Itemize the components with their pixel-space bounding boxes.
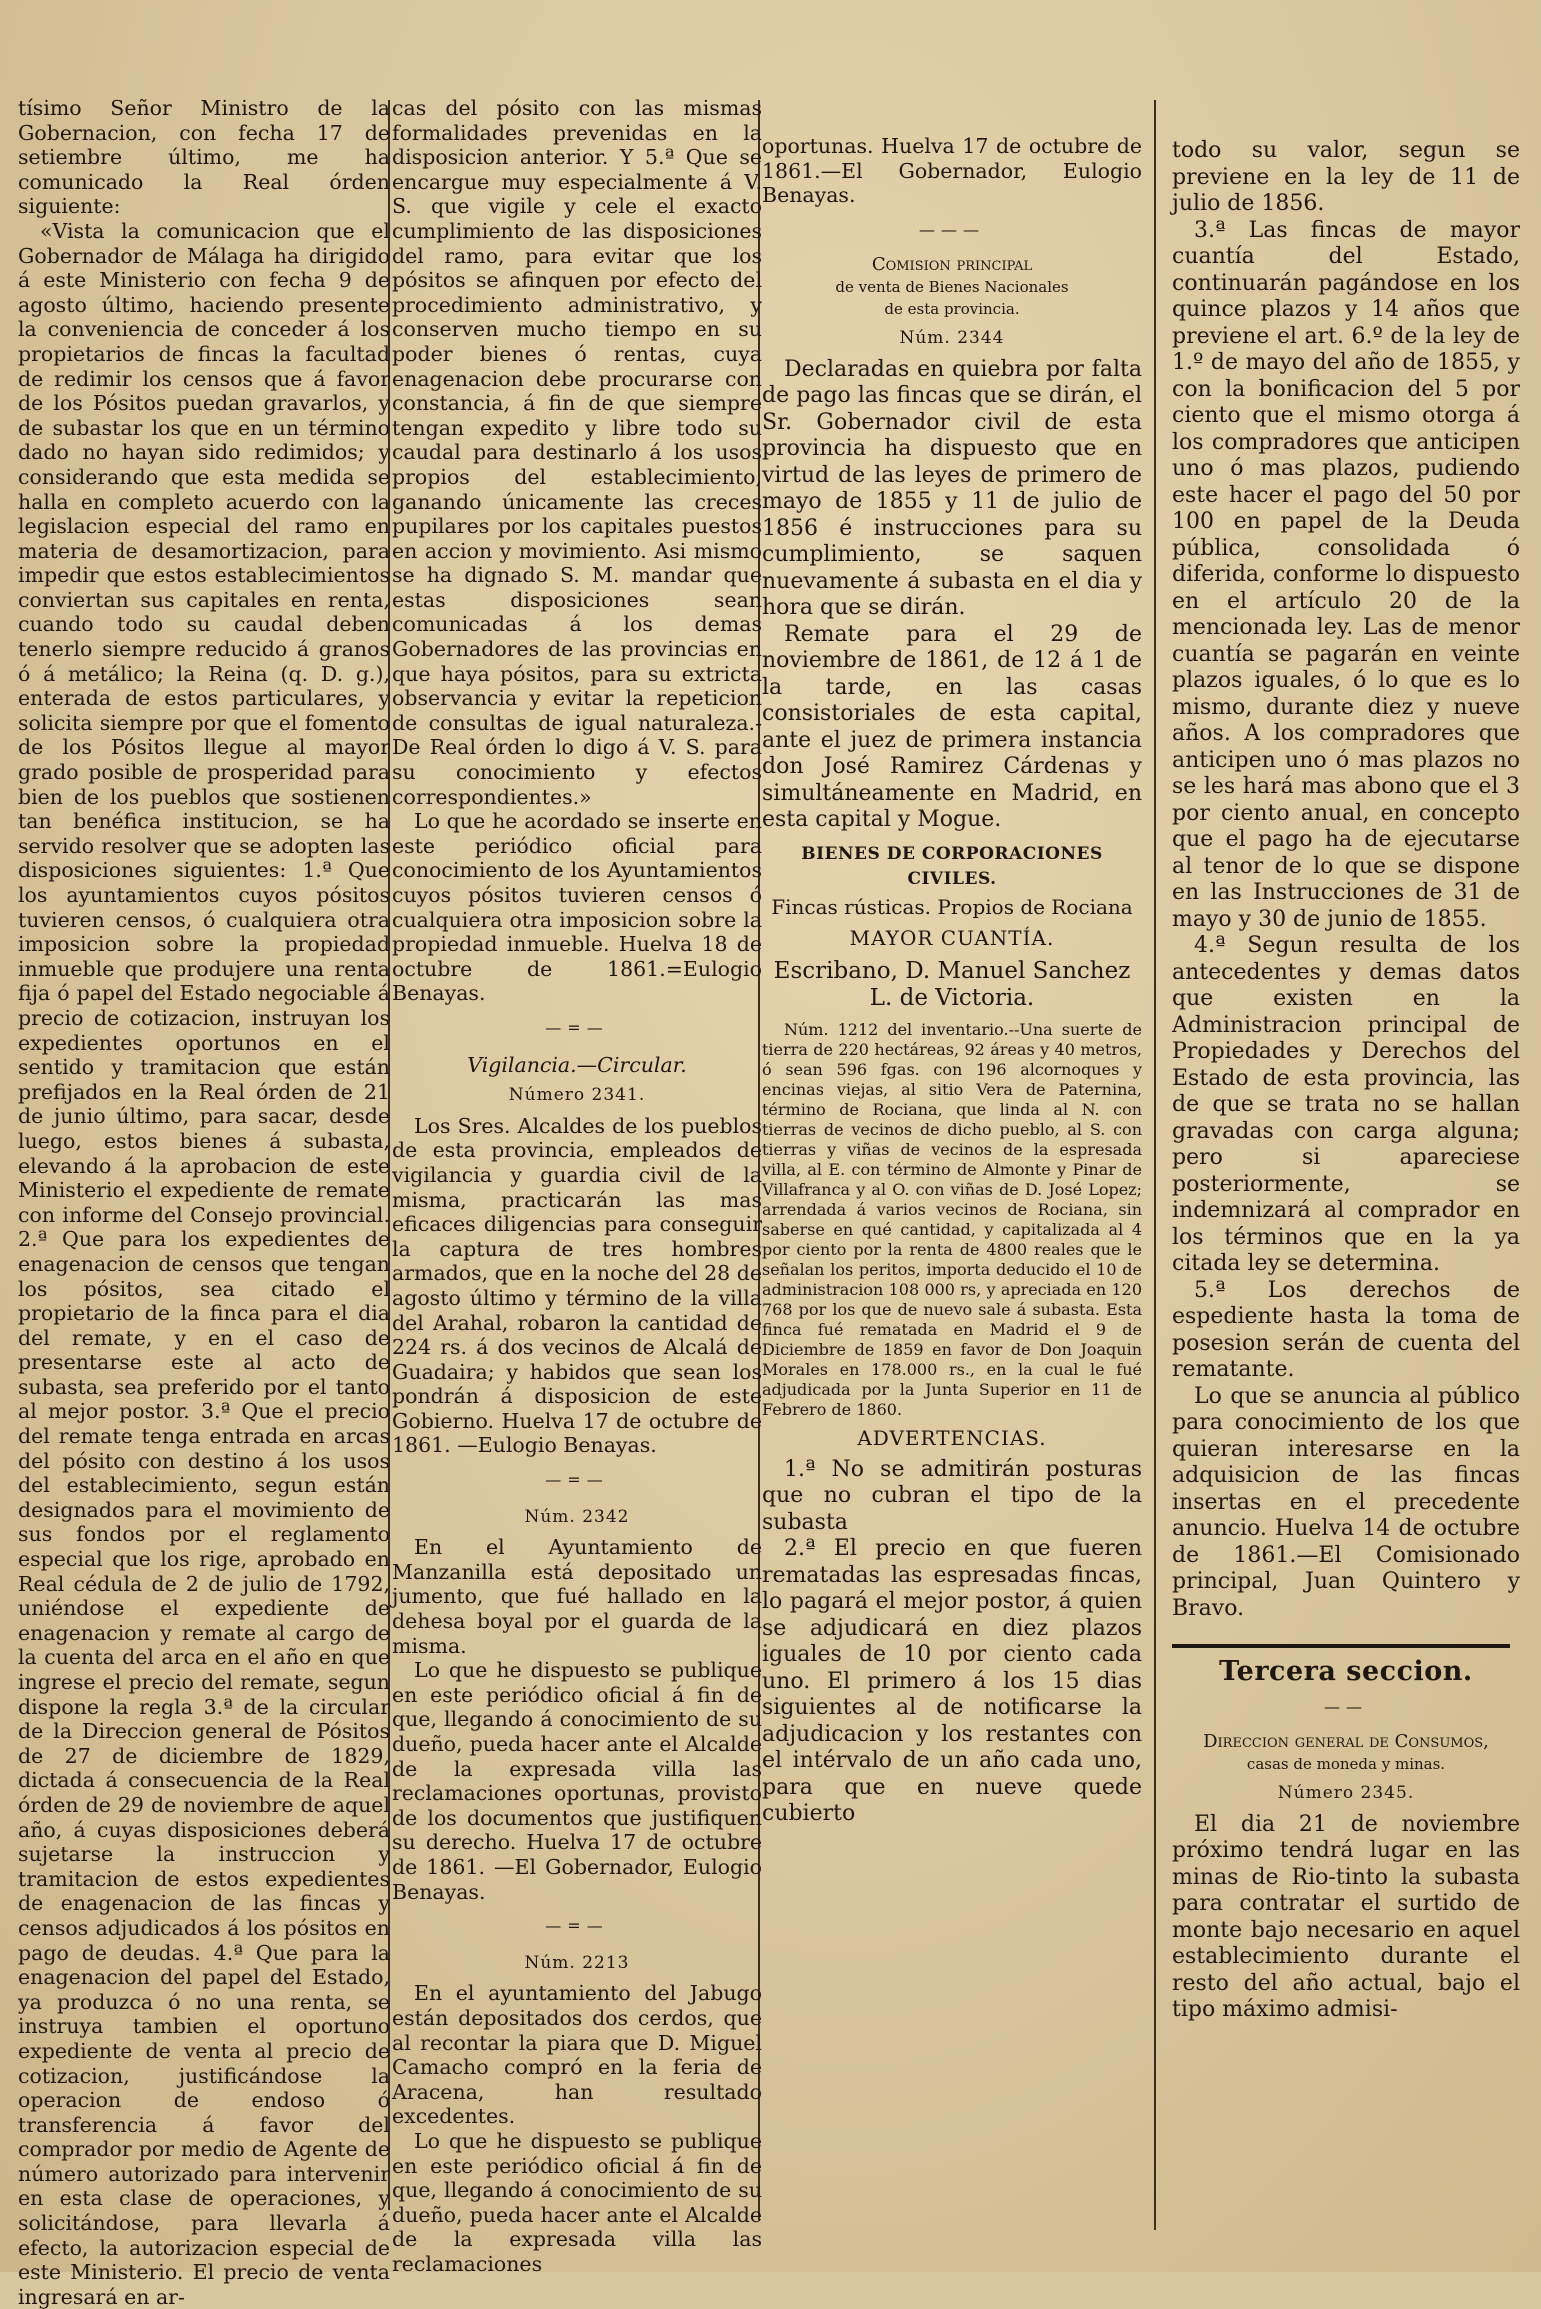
advertencia-5-paragraph: 5.ª Los derechos de espediente hasta la toma de posesion serán de cuenta del rematante. <box>1172 1277 1520 1382</box>
col3-continuation-paragraph: oportunas. Huelva 17 de octubre de 1861.—El Gobernador, Eulogio Benayas. <box>762 134 1142 208</box>
col2-publication-paragraph: Lo que he acordado se inserte en este periódico oficial para conocimiento de los Ayuntamientos cuyos pósitos tuvieren censos ó cualquiera otra imposicion sobre la propiedad inmueble. Huelva 18 de octubre de 1861.=Eulogio Benayas. <box>392 809 762 1006</box>
section-separator: —=— <box>545 1916 609 1936</box>
advertencia-2-paragraph: 2.ª El precio en que fueren rematadas las espresadas fincas, lo pagará el mejor postor, á quien se adjudicará en diez plazos iguales de 10 por ciento cada uno. El primero á los 15 dias siguientes al de notificarse la adjudicacion y los restantes con el intérvalo de un año cada uno, para que en nueve quede cubierto <box>762 1536 1142 1827</box>
comision-subtitle-1: de venta de Bienes Nacionales <box>835 278 1069 297</box>
comision-heading <box>762 254 1142 320</box>
advertencias-heading: ADVERTENCIAS. <box>857 1426 1047 1451</box>
anuncio-closing-paragraph: Lo que se anuncia al público para conocimiento de los que quieran interesarse en la adquisicion de las fincas insertas en el precedente anuncio. Huelva 14 de octubre de 1861.—El Comisionado principal, Juan Quintero y Bravo. <box>1172 1383 1520 1621</box>
col2-continuation-paragraph: cas del pósito con las mismas formalidades prevenidas en la disposicion anterior. Y 5.ª Que se encargue muy especialmente á V. S. que vigile y cele el exacto cumplimiento de las disposiciones del ramo, para evitar que los pósitos se afinquen por efecto del procedimiento administrativo, y conserven mucho tiempo en su poder bienes ó rentas, cuya enagenacion debe procurarse con constancia, á fin de que siempre tengan expedito y libre todo su caudal para destinarlo á los usos propios del establecimiento, ganando únicamente las creces pupilares por los capitales puestos en accion y movimiento. Asi mismo se ha dignado S. M. mandar que estas disposiciones sean comunicadas á los demas Gobernadores de las provincias en que haya pósitos, para su extricta observancia y evitar la repeticion de consultas de igual naturaleza.-De Real órden lo digo á V. S. para su conocimiento y efectos correspondientes.» <box>392 96 762 809</box>
column-rule-3 <box>1154 100 1156 2230</box>
column-3 <box>762 134 1142 2232</box>
section-separator: —=— <box>545 1470 609 1490</box>
col4-continuation-paragraph: todo su valor, segun se previene en la ley de 11 de julio de 1856. <box>1172 138 1520 216</box>
riotinto-paragraph: El dia 21 de noviembre próximo tendrá lugar en las minas de Rio-tinto la subasta para contratar el surtido de monte bajo necesario en aquel establecimiento durante el resto del año actual, bajo el tipo máximo admisi- <box>1172 1811 1520 2023</box>
section-separator: ——— <box>919 219 985 239</box>
direccion-subtitle: casas de moneda y minas. <box>1246 1755 1446 1774</box>
vigilancia-paragraph: Los Sres. Alcaldes de los pueblos de esta provincia, empleados de vigilancia y guardia civil de la misma, practicarán las mas eficaces diligencias para conseguir la captura de tres hombres armados, que en la noche del 28 de agosto último y término de la villa del Arahal, robaron la cantidad de 224 rs. á dos vecinos de Alcalá de Guadaira; y habidos que sean los pondrán á disposicion de este Gobierno. Huelva 17 de octubre de 1861. —Eulogio Benayas. <box>392 1113 762 1458</box>
section-separator: —— <box>1324 1696 1368 1716</box>
comision-title: Comision principal <box>871 254 1033 276</box>
direccion-title: Direccion general de Consumos, <box>1203 1731 1489 1753</box>
advertencia-1-paragraph: 1.ª No se admitirán posturas que no cubran el tipo de la subasta <box>762 1456 1142 1535</box>
section-separator: —=— <box>545 1017 609 1037</box>
manzanilla-paragraph: En el Ayuntamiento de Manzanilla está depositado un jumento, que fué hallado en la dehesa boyal por el guarda de la misma. <box>392 1535 762 1658</box>
direccion-heading <box>1172 1731 1520 1775</box>
column-2 <box>392 96 762 2276</box>
remate-paragraph: Remate para el 29 de noviembre de 1861, de 12 á 1 de la tarde, en las casas consistoriales de esta capital, ante el juez de primera instancia don José Ramirez Cárdenas y simultáneamente en Madrid, en esta capital y Mogue. <box>762 621 1142 833</box>
escribano-heading: Escribano, D. Manuel Sanchez L. de Victoria. <box>773 958 1131 1012</box>
column-4 <box>1172 138 1520 2232</box>
col1-royal-order-paragraph: «Vista la comunicacion que el Gobernador de Málaga ha dirigido á este Ministerio con fecha 9 de agosto último, haciendo presente la conveniencia de conceder á los propietarios de fincas la facultad de redimir los censos que á favor de los Pósitos puedan gravarlos, y de subastar los que en un término dado no hayan sido redimidos; y considerando que esta medida se halla en completo acuerdo con la legislacion especial del ramo en materia de desamortizacion, para impedir que estos establecimientos conviertan sus capitales en renta, cuando todo su caudal deben tenerlo siempre reducido á granos ó á metálico; la Reina (q. D. g.), enterada de estos particulares, y solicita siempre por que el fomento de los Pósitos llegue al mayor grado posible de prosperidad para bien de los pueblos que sostienen tan benéfica institucion, se ha servido resolver que se adopten las disposiciones siguientes: 1.ª Que los ayuntamientos cuyos pósitos tuvieren censos, ó cualquiera otra imposicion sobre la propiedad inmueble que produjere una renta fija ó papel del Estado negociable á precio de cotizacion, instruyan los expedientes oportunos en el sentido y tramitacion que están prefijados en la Real órden de 21 de junio último, para sacar, desde luego, estos bienes á subasta, elevando á la aprobacion de este Ministerio el expediente de remate con informe del Consejo provincial. 2.ª Que para los expedientes de enagenacion de censos que tengan los pósitos, sea citado el propietario de la finca para el dia del remate, y en el caso de presentarse este al acto de subasta, sea preferido por el tanto al mejor postor. 3.ª Que el precio del remate tenga entrada en arcas del pósito con destino á los usos del establecimiento, segun están designados para el movimiento de sus fondos por el reglamento especial que los rige, aprobado en Real cédula de 2 de julio de 1792, uniéndose el expediente de enagenacion y remate al cargo de la cuenta del arca en el año en que ingrese el precio del remate, segun dispone la regla 3.ª de la circular de la Direccion general de Pósitos de 27 de diciembre de 1829, dictada á consecuencia de la Real órden de 29 de noviembre de aquel año, á cuyas disposiciones deberá sujetarse la instruccion y tramitacion de estos expedientes de enagenacion de las fincas y censos adjudicados á los pósitos en pago de deudas. 4.ª Que para la enagenacion del papel del Estado, ya produzca ó no una renta, se instruya tambien el oportuno expediente de venta al precio de cotizacion, justificándose la operacion de endoso ó transferencia á favor del comprador por medio de Agente de número autorizado para intervenir en esta clase de operaciones, y solicitándose, para llevarla á efecto, la autorizacion especial de este Ministerio. El precio de venta ingresará en ar- <box>18 218 390 2309</box>
manzanilla-publication-paragraph: Lo que he dispuesto se publique en este periódico oficial á fin de que, llegando á conocimiento de su dueño, pueda hacer ante el Alcalde de la expresada villa las reclamaciones oportunas, provisto de los documentos que justifiquen su derecho. Huelva 17 de octubre de 1861. —El Gobernador, Eulogio Benayas. <box>392 1658 762 1904</box>
notice-number-2342: Núm. 2342 <box>524 1506 630 1527</box>
advertencia-4-paragraph: 4.ª Segun resulta de los antecedentes y demas datos que existen en la Administracion principal de Propiedades y Derechos del Estado de esta provincia, las de que se trata no se hallan gravadas con carga alguna; pero si apareciese posteriormente, se indemnizará al comprador en los términos que en la ya citada ley se determina. <box>1172 933 1520 1276</box>
col1-intro-paragraph: tísimo Señor Ministro de la Gobernacion, con fecha 17 de setiembre último, me ha comunicado la Real órden siguiente: <box>18 96 390 219</box>
tercera-seccion-heading: Tercera seccion. <box>1219 1656 1473 1687</box>
inventario-paragraph: Núm. 1212 del inventario.--Una suerte de tierra de 220 hectáreas, 92 áreas y 40 metros, ó sean 596 fgas. con 196 alcornoques y encinas viejas, al sitio Vera de Paternina, término de Rociana, que linda al N. con tierras de vecinos de dicho pueblo, al S. con tierras y viñas de vecinos de la espresada villa, al E. con término de Almonte y Pinar de Villafranca y al O. con viñas de D. José Lopez; arrendada á varios vecinos de Rociana, sin saberse en qué cantidad, y capitalizada al 4 por ciento por la renta de 4800 reales que le señalan los peritos, importa deducido el 10 de administracion 108 000 rs, y apreciada en 120 768 por los que de nuevo sale á subasta. Esta finca fué rematada en Madrid el 9 de Diciembre de 1859 en favor de Don Joaquin Morales en 178.000 rs., en la cual le fué adjudicada por la Junta Superior en 11 de Febrero de 1860. <box>762 1020 1142 1420</box>
jabugo-publication-paragraph: Lo que he dispuesto se publique en este periódico oficial á fin de que, llegando á conocimiento de su dueño, pueda hacer ante el Alcalde de la expresada villa las reclamaciones <box>392 2128 762 2276</box>
notice-number-2345: Número 2345. <box>1277 1783 1415 1804</box>
advertencia-3-paragraph: 3.ª Las fincas de mayor cuantía del Estado, continuarán pagándose en los quince plazos y 14 años que previene el art. 6.º de la ley de 1.º de mayo del año de 1855, y con la bonificacion del 5 por ciento que el mismo otorga á los compradores que anticipen uno ó mas plazos, pudiendo este hacer el pago del 50 por 100 en papel de la Deuda pública, consolidada ó diferida, conforme lo dispuesto en el artículo 20 de la mencionada ley. Las de menor cuantía se pagarán en veinte plazos iguales, ó lo que es lo mismo, durante diez y nueve años. A los compradores que anticipen uno ó mas plazos no se les hará mas abono que el 3 por ciento anual, en concepto que el pago ha de ejecutarse al tenor de lo que se dispone en las Instrucciones de 31 de mayo y 30 de junio de 1855. <box>1172 217 1520 932</box>
vigilancia-heading: Vigilancia.—Circular. <box>467 1052 687 1077</box>
notice-number-2344: Núm. 2344 <box>899 328 1005 349</box>
section-rule <box>1172 1644 1510 1648</box>
column-1 <box>18 96 390 2309</box>
jabugo-paragraph: En el ayuntamiento del Jabugo están depositados dos cerdos, que al recontar la piara que D. Miguel Camacho compró en la feria de Aracena, han resultado excedentes. <box>392 1981 762 2129</box>
mayor-cuantia-heading: MAYOR CUANTÍA. <box>849 925 1055 950</box>
fincas-heading: Fincas rústicas. Propios de Rociana <box>771 895 1133 920</box>
notice-number-2213: Núm. 2213 <box>524 1952 630 1973</box>
notice-number-2341: Número 2341. <box>508 1085 646 1106</box>
comision-subtitle-2: de esta provincia. <box>884 300 1020 319</box>
quiebra-paragraph: Declaradas en quiebra por falta de pago las fincas que se dirán, el Sr. Gobernador civil de esta provincia ha dispuesto que en virtud de las leyes de primero de mayo de 1855 y 11 de julio de 1856 é instrucciones para su cumplimiento, se saquen nuevamente á subasta en el dia y hora que se dirán. <box>762 356 1142 621</box>
bienes-heading: BIENES DE CORPORACIONES CIVILES. <box>801 843 1103 889</box>
